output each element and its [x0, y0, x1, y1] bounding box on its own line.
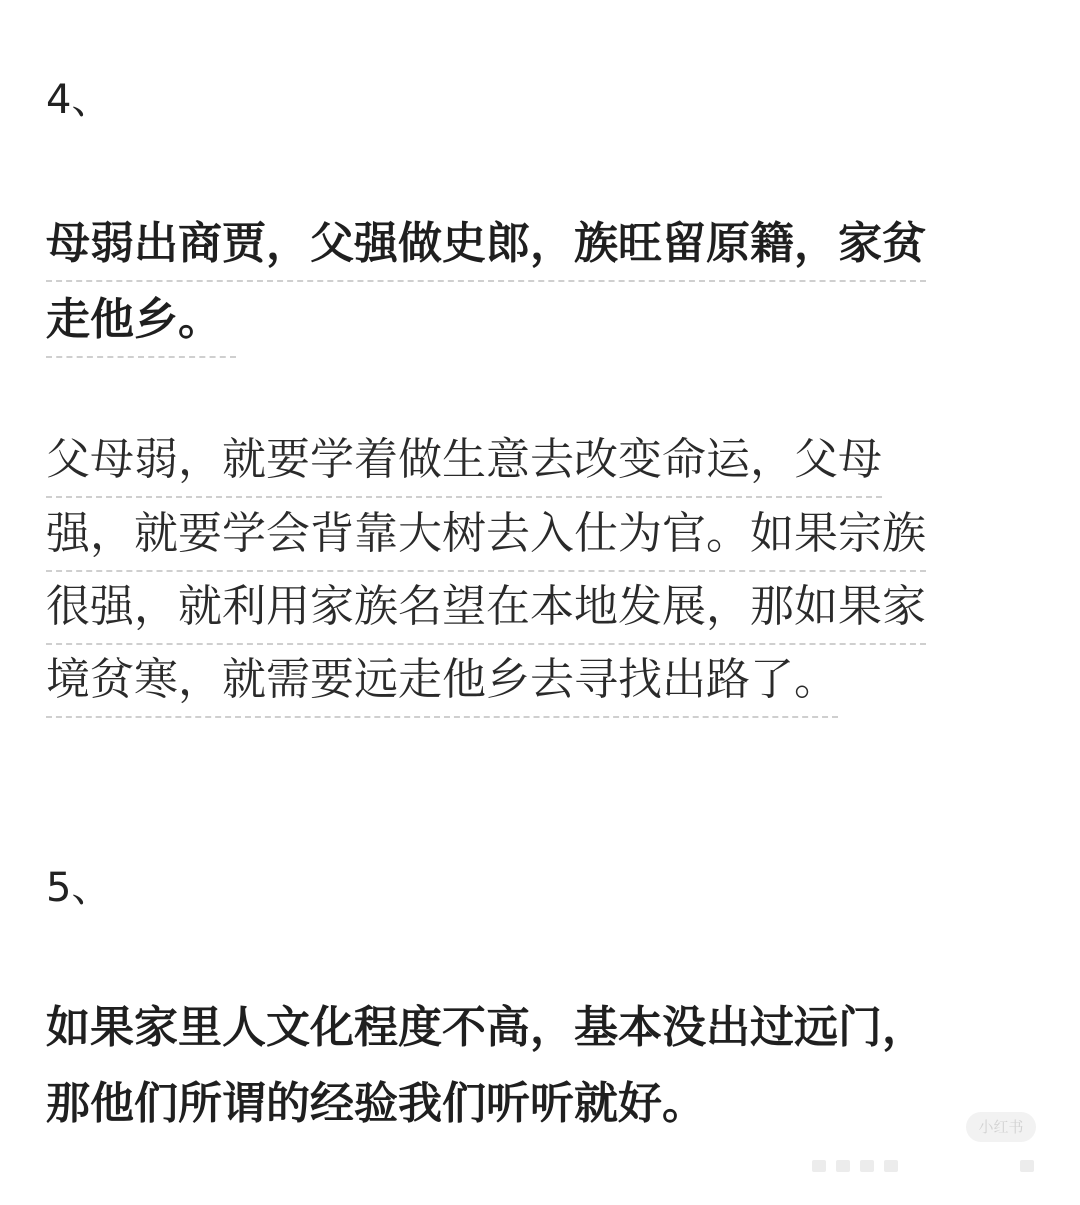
section-4-number: 4、 — [46, 77, 112, 123]
watermark-badge: 小红书 — [966, 1112, 1036, 1142]
section-4-heading-line-1: 母弱出商贾，父强做史郎，族旺留原籍，家贫 — [46, 222, 926, 282]
faded-mark — [812, 1160, 826, 1172]
faded-mark — [1020, 1160, 1034, 1172]
section-4-body-line-1: 父母弱，就要学着做生意去改变命运，父母 — [46, 438, 882, 498]
section-5-heading-line-2: 那他们所谓的经验我们听听就好。 — [46, 1078, 706, 1129]
section-5-number: 5、 — [46, 865, 112, 911]
section-4-body-line-3: 很强，就利用家族名望在本地发展，那如果家 — [46, 585, 926, 645]
faded-mark — [860, 1160, 874, 1172]
section-4-body-line-4: 境贫寒，就需要远走他乡去寻找出路了。 — [46, 658, 838, 718]
section-4-body-line-2: 强，就要学会背靠大树去入仕为官。如果宗族 — [46, 512, 926, 572]
faded-mark — [836, 1160, 850, 1172]
faded-mark — [884, 1160, 898, 1172]
section-4-heading-line-2: 走他乡。 — [46, 298, 236, 358]
section-5-heading-line-1: 如果家里人文化程度不高，基本没出过远门， — [46, 1002, 926, 1053]
